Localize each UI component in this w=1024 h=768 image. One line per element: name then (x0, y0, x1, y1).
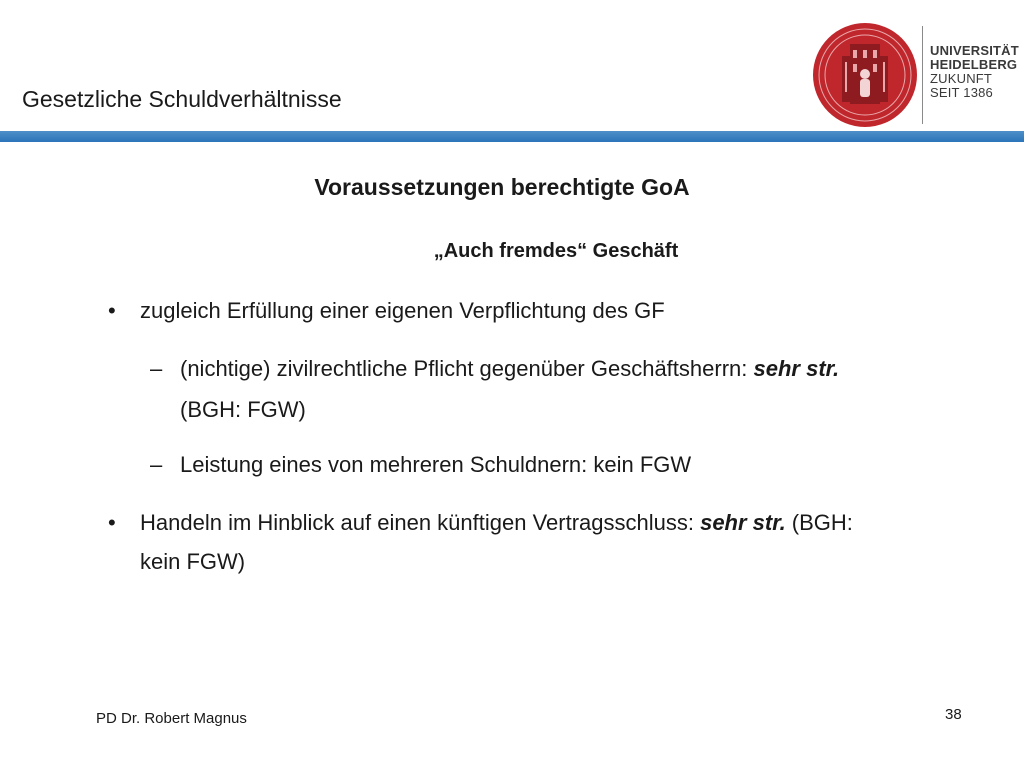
bullet-2-text-tail: (BGH: (785, 510, 853, 535)
logo-divider (922, 26, 923, 124)
sub-1-line-2: (BGH: FGW) (180, 397, 306, 422)
university-line-1: UNIVERSITÄT (930, 43, 1019, 58)
header-title: Gesetzliche Schuldverhältnisse (22, 86, 342, 112)
header-accent-bar (0, 131, 1024, 142)
bullet-1-text: zugleich Erfüllung einer eigenen Verpflichtung des GF (140, 298, 665, 323)
page-number: 38 (945, 706, 962, 723)
dash-marker: – (150, 452, 163, 477)
university-line-4: SEIT 1386 (930, 85, 993, 100)
dash-marker: – (150, 356, 163, 381)
university-line-2: HEIDELBERG (930, 57, 1018, 72)
footer-author: PD Dr. Robert Magnus (96, 710, 247, 727)
sub-1-emphasis: sehr str. (753, 356, 840, 381)
slide-title: Voraussetzungen berechtigte GoA (314, 174, 690, 200)
university-wordmark (930, 44, 1019, 100)
slide-subtitle: „Auch fremdes“ Geschäft (433, 240, 679, 262)
bullet-2-text: Handeln im Hinblick auf einen künftigen Vertragsschluss: (140, 510, 701, 535)
bullet-marker: • (108, 510, 116, 535)
sub-1-line-1 (180, 356, 839, 382)
sub-2-text: Leistung eines von mehreren Schuldnern: kein FGW (180, 452, 692, 477)
bullet-2-emphasis: sehr str. (700, 510, 786, 535)
bullet-marker: • (108, 298, 116, 323)
university-line-3: ZUKUNFT (930, 71, 993, 86)
university-seal-icon (812, 22, 918, 128)
sub-1-text: (nichtige) zivilrechtliche Pflicht gegenüber Geschäftsherrn: (180, 356, 754, 381)
bullet-2-line-2: kein FGW) (140, 549, 246, 574)
bullet-2-line-1 (140, 510, 853, 536)
